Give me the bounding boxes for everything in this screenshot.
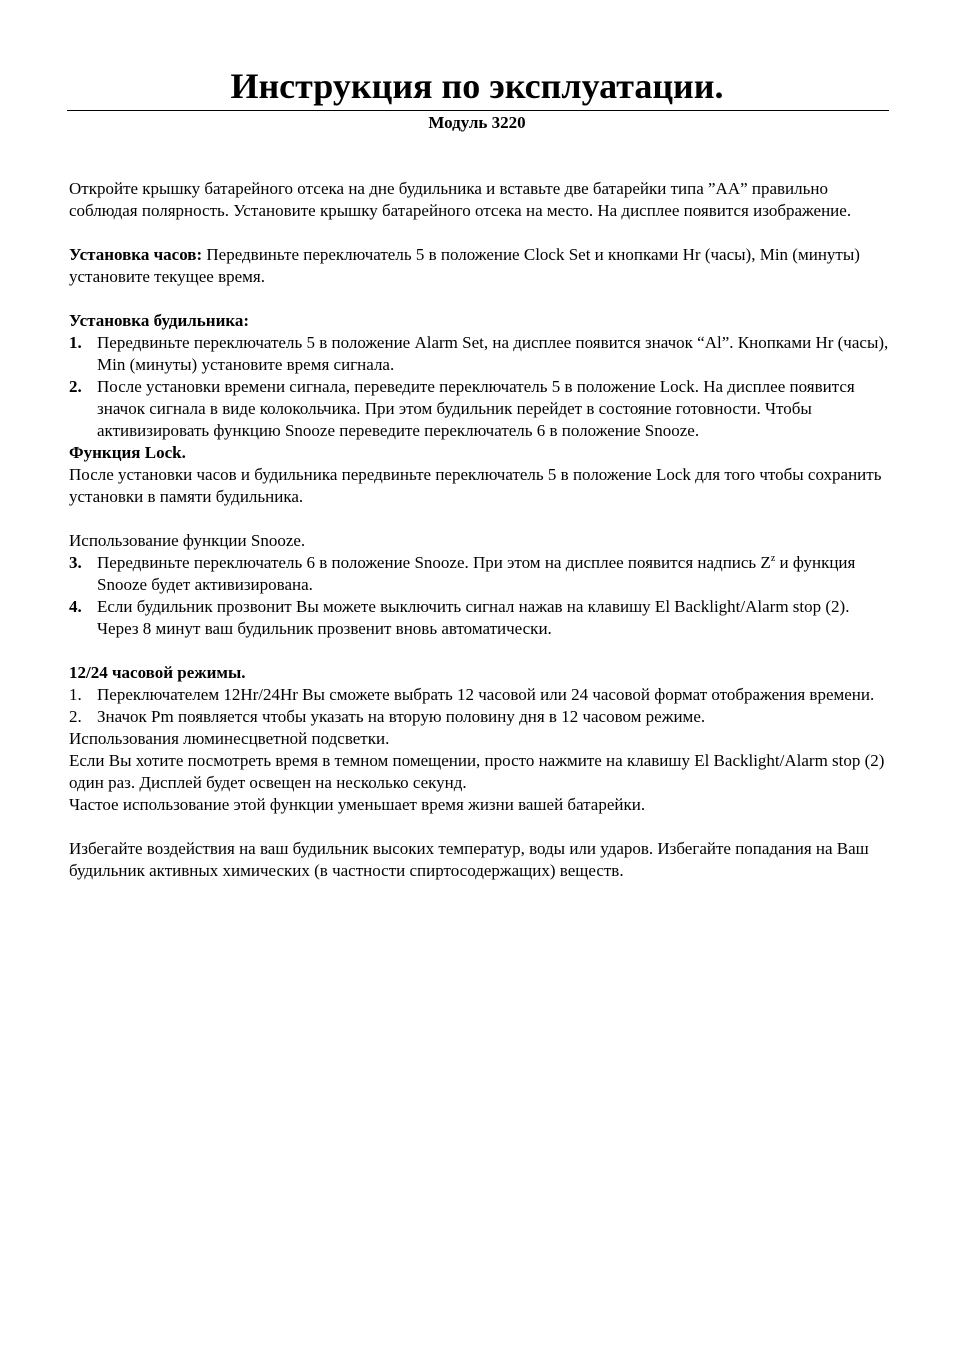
list-item [69,706,889,728]
snooze-text-b: и функция Snooze будет активизирована. [97,553,856,594]
snooze-heading: Использование функции Snooze. [69,531,306,550]
lock-heading: Функция Lock. [69,443,186,462]
list-item [69,376,889,442]
document-body [69,178,889,882]
list-number: 4. [69,597,82,616]
list-item [69,332,889,376]
lock-paragraph: После установки часов и будильника передвиньте переключатель 5 в положение Lock для того чтобы сохранить установки в памяти будильника. [69,465,882,506]
title-underline [67,110,889,111]
list-number: 3. [69,553,82,572]
alarm-set-heading: Установка будильника: [69,311,250,330]
list-text: Если будильник прозвонит Вы можете выключить сигнал нажав на клавишу El Backlight/Alarm stop (2). Через 8 минут ваш будильник прозвенит вновь автоматически. [97,597,850,638]
clock-set-paragraph [69,244,889,288]
list-number: 2. [69,377,82,396]
backlight-heading: Использования люминесцветной подсветки. [69,729,390,748]
list-number: 1. [69,333,82,352]
list-text: Передвиньте переключатель 5 в положение Alarm Set, на дисплее появится значок “Al”. Кнопками Hr (часы), Min (минуты) установите время сигнала. [97,333,889,374]
document-title: Инструкция по эксплуатации. [230,66,724,106]
list-text: Значок Pm появляется чтобы указать на вторую половину дня в 12 часовом режиме. [97,707,706,726]
list-item [69,684,889,706]
warning-paragraph: Избегайте воздействия на ваш будильник высоких температур, воды или ударов. Избегайте попадания на Ваш будильник активных химических (в частности спиртосодержащих) веществ. [69,839,869,880]
list-item [69,596,889,640]
clock-set-heading: Установка часов: [69,245,203,264]
snooze-superscript: z [770,553,776,564]
mode-heading: 12/24 часовой режимы. [69,663,246,682]
snooze-text-a: Передвиньте переключатель 6 в положение Snooze. При этом на дисплее появится надпись Z [97,553,771,572]
list-item [69,552,889,596]
list-number: 2. [69,707,82,726]
list-number: 1. [69,685,82,704]
backlight-paragraph: Если Вы хотите посмотреть время в темном помещении, просто нажмите на клавишу El Backlight/Alarm stop (2) один раз. Дисплей будет освещен на несколько секунд. [69,751,885,792]
backlight-note: Частое использование этой функции уменьшает время жизни вашей батарейки. [69,795,646,814]
clock-set-text: Передвиньте переключатель 5 в положение Clock Set и кнопками Hr (часы), Min (минуты) установите текущее время. [69,245,860,286]
list-text: После установки времени сигнала, переведите переключатель 5 в положение Lock. На дисплее появится значок сигнала в виде колокольчика. При этом будильник перейдет в состояние готовности. Чтобы активизировать функцию Snooze переведите переключатель 6 в положение Snooze. [97,377,855,440]
model-subtitle: Модуль 3220 [428,113,526,132]
list-text: Переключателем 12Hr/24Hr Вы сможете выбрать 12 часовой или 24 часовой формат отображения времени. [97,685,875,704]
intro-paragraph: Откройте крышку батарейного отсека на дне будильника и вставьте две батарейки типа ”AA” правильно соблюдая полярность. Установите крышку батарейного отсека на место. На дисплее появится изображение. [69,179,852,220]
list-text [97,552,889,596]
